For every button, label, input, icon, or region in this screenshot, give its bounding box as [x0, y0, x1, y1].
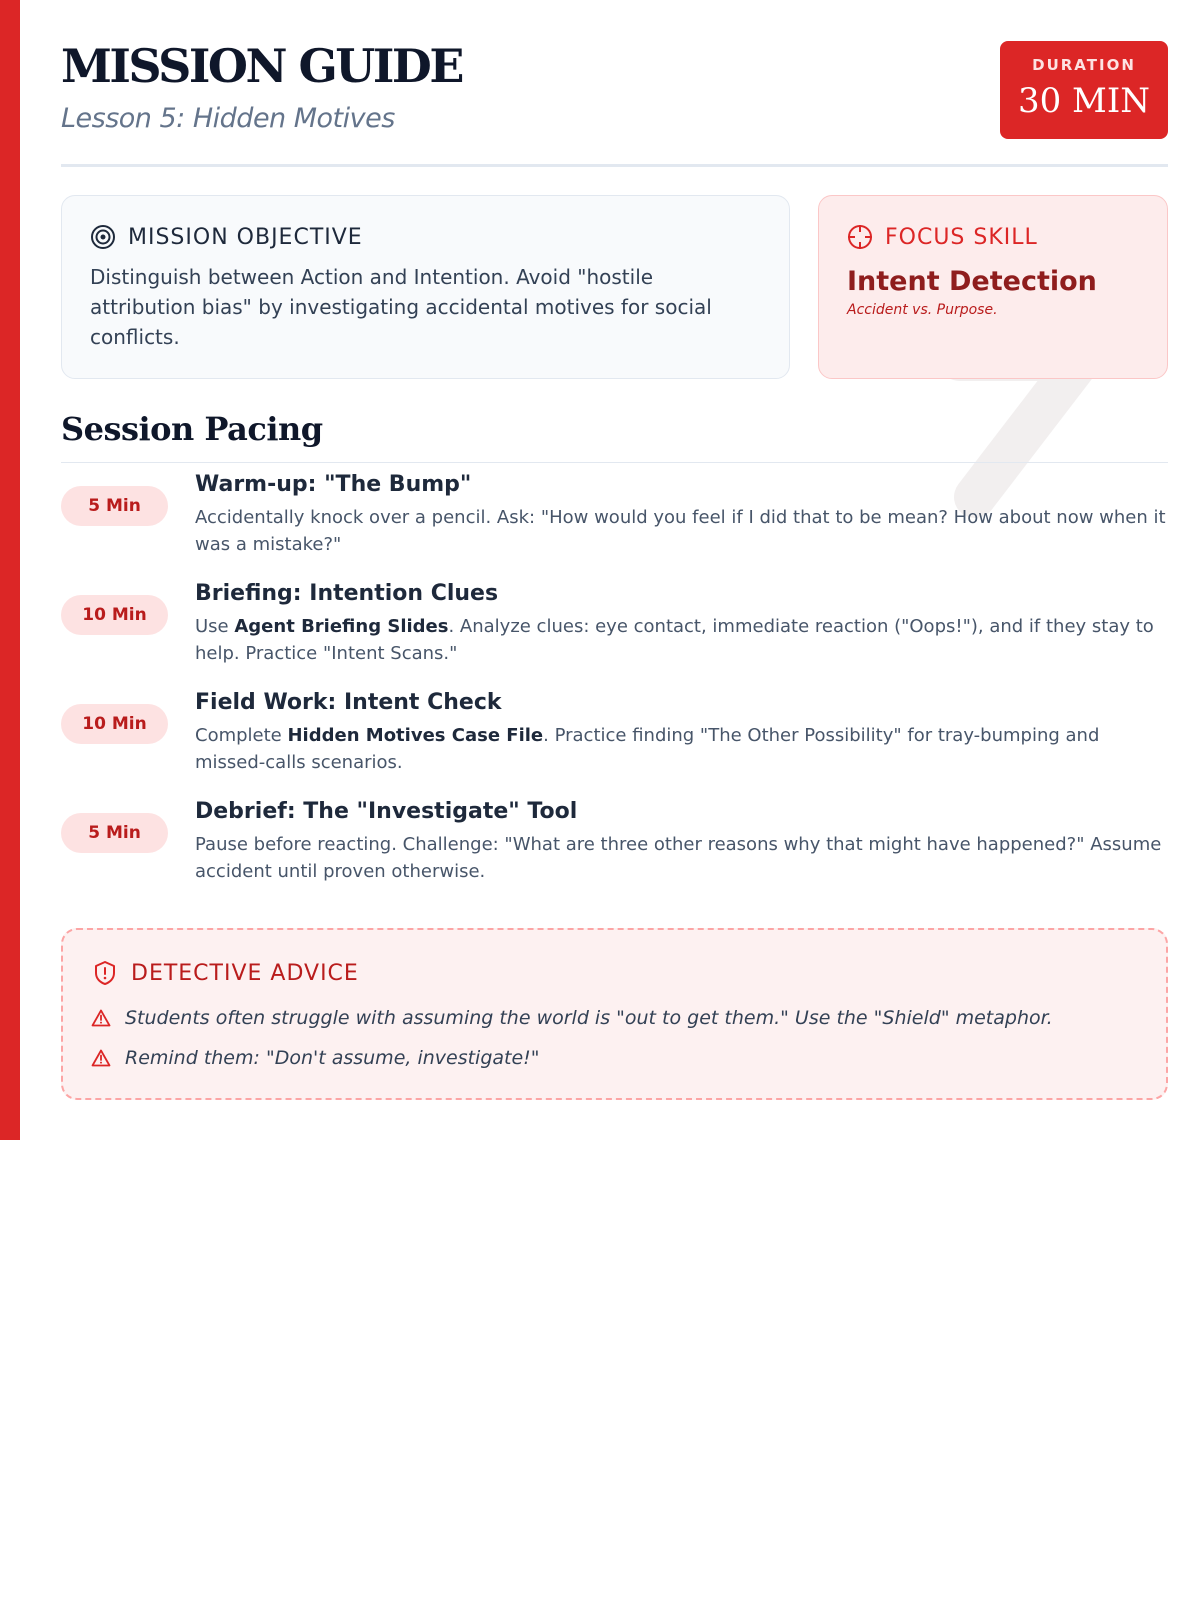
duration-label: DURATION — [1032, 56, 1136, 74]
crosshair-icon — [847, 224, 873, 250]
advice-tip-text: Remind them: "Don't assume, investigate!" — [125, 1047, 540, 1069]
duration-badge — [1000, 41, 1168, 139]
focus-skill-card — [818, 195, 1168, 379]
advice-tip — [91, 1007, 1053, 1029]
target-icon — [90, 224, 116, 250]
section-divider — [61, 462, 1168, 463]
objective-text: Distinguish between Action and Intention. Avoid "hostile attribution bias" by investigating accidental motives for social conflicts. — [90, 265, 712, 349]
step-title: Debrief: The "Investigate" Tool — [195, 799, 578, 824]
step-description: Use Agent Briefing Slides. Analyze clues: eye contact, immediate reaction ("Oops!"), and if they stay to help. Practice "Intent Scans." — [195, 616, 1154, 664]
page-title: MISSION GUIDE — [61, 39, 462, 93]
time-badge: 10 Min — [61, 595, 168, 635]
lesson-subtitle: Lesson 5: Hidden Motives — [61, 103, 395, 134]
accent-sidebar-bar — [0, 0, 20, 1140]
advice-tip — [91, 1047, 540, 1069]
mission-guide-page — [61, 0, 1168, 1140]
objective-title: MISSION OBJECTIVE — [128, 224, 363, 250]
warning-triangle-icon — [91, 1049, 111, 1067]
step-description: Pause before reacting. Challenge: "What are three other reasons why that might have happened?" Assume accident until proven otherwise. — [195, 834, 1162, 882]
time-badge: 5 Min — [61, 813, 168, 853]
step-title: Field Work: Intent Check — [195, 690, 502, 715]
duration-value: 30 MIN — [1017, 81, 1151, 121]
step-description: Accidentally knock over a pencil. Ask: "How would you feel if I did that to be mean? How about now when it was a mistake?" — [195, 507, 1166, 555]
header-divider — [61, 164, 1168, 167]
focus-skill-subtitle: Accident vs. Purpose. — [847, 302, 998, 318]
detective-advice-box — [61, 928, 1168, 1100]
shield-alert-icon — [93, 960, 117, 986]
mission-objective-card — [61, 195, 790, 379]
time-badge: 5 Min — [61, 486, 168, 526]
step-title: Warm-up: "The Bump" — [195, 472, 472, 497]
advice-title: DETECTIVE ADVICE — [131, 960, 359, 986]
session-pacing-title: Session Pacing — [61, 410, 323, 448]
advice-tip-text: Students often struggle with assuming the world is "out to get them." Use the "Shield" metaphor. — [125, 1007, 1053, 1029]
focus-skill-name: Intent Detection — [847, 266, 1097, 297]
focus-title: FOCUS SKILL — [885, 224, 1038, 250]
time-badge: 10 Min — [61, 704, 168, 744]
step-title: Briefing: Intention Clues — [195, 581, 499, 606]
step-description: Complete Hidden Motives Case File. Practice finding "The Other Possibility" for tray-bumping and missed-calls scenarios. — [195, 725, 1100, 773]
warning-triangle-icon — [91, 1009, 111, 1027]
